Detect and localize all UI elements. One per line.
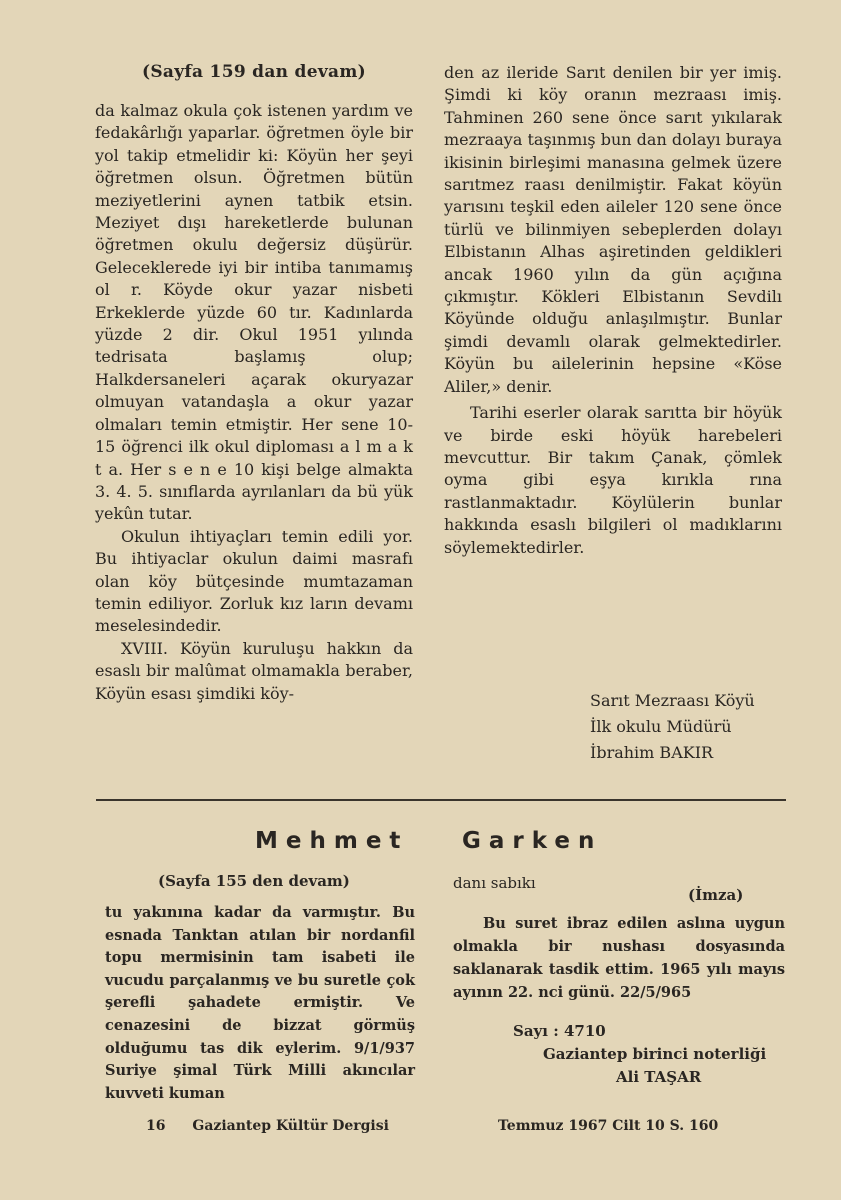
issue-info: Temmuz 1967 Cilt 10 S. 160 xyxy=(498,1118,719,1134)
testimony-paragraph: tu yakınına kadar da varmıştır. Bu esnada Tanktan atılan bir nordanfil topu mermisinin tam isabeti ile vucudu parçalanmış ve bu suretle çok şerefli şahadete ermiştir. Ve cenazesini de bizzat görmüş olduğumu tas dik eylerim. 9/1/937 Suriye şimal Türk Milli akıncılar kuvveti kuman xyxy=(105,904,415,1102)
certification-text: Bu suret ibraz edilen aslına uygun olmakla bir nushası dosyasında saklanarak tasdik ettim. 1965 yılı mayıs ayının 22. nci günü. 22/5/965 xyxy=(453,915,785,1001)
footer-left xyxy=(146,1118,389,1134)
continuation-heading-2: (Sayfa 155 den devam) xyxy=(158,872,350,890)
document-number: Sayı : 4710 xyxy=(513,1022,606,1040)
paragraph-2: Okulun ihtiyaçları temin edili yor. Bu ihtiyaclar okulun daimi masrafı olan köy bütçesinde mumtazaman temin ediliyor. Zorluk kız ların devamı meselesindedir. xyxy=(95,526,413,636)
author-signature xyxy=(590,688,790,766)
article-paragraph xyxy=(444,62,782,559)
section-divider xyxy=(96,799,786,801)
signature-line-2: İlk okulu Müdürü xyxy=(590,717,732,736)
paragraph-5: Tarihi eserler olarak sarıtta bir höyük ve birde eski höyük harebeleri mevcuttur. Bir takım Çanak, çömlek oyma gibi eşya kırıkla rına rastlanmaktadır. Köylülerin bunlar hakkında esaslı bilgileri ol madıklarını söylemektedirler. xyxy=(444,403,782,557)
left-column-top xyxy=(95,62,413,705)
notary-name: Ali TAŞAR xyxy=(616,1068,702,1086)
article-paragraph xyxy=(95,100,413,705)
notary-certification xyxy=(453,912,785,1004)
continuation-heading: (Sayfa 159 dan devam) xyxy=(142,62,366,82)
article-title-last: Garken xyxy=(462,828,603,854)
notary-office: Gaziantep birinci noterliği xyxy=(543,1045,767,1063)
paragraph-3: XVIII. Köyün kuruluşu hakkın da esaslı bir malûmat olmamakla beraber, Köyün esası şimdiki köy- xyxy=(95,638,413,703)
signature-line-3: İbrahim BAKIR xyxy=(590,743,714,762)
left-column-bottom xyxy=(105,902,415,1105)
imza-label: (İmza) xyxy=(688,886,744,904)
paragraph-4: den az ileride Sarıt denilen bir yer imiş. Şimdi ki köy oranın mezraası imiş. Tahminen 260 sene önce sarıt yıkılarak mezraaya taşınmış bun dan dolayı buraya ikisinin birleşimi manasına gelmek üzere sarıtmez raası denilmiştir. Fakat köyün yarısını teşkil eden aileler 120 sene önce türlü ve bilinmiyen sebeplerden dolayı Elbistanın Alhas aşiretinden geldikleri ancak 1960 yılın da gün açığına çıkmıştır. Kökleri Elbistanın Sevdilı Köyünde olduğu anlaşılmıştır. Bunlar şimdi devamlı olarak gelmektedirler. Köyün bu ailelerinin hepsine «Köse Aliler,» denir. xyxy=(444,63,782,396)
paragraph-1: da kalmaz okula çok istenen yardım ve fedakârlığı yaparlar. öğretmen öyle bir yol takip etmelidir ki: Köyün her şeyi öğretmen olsun. Öğretmen bütün meziyetlerini aynen tatbik etsin. Meziyet dışı hareketlerde bulunan öğretmen okulu değersiz düşürür. Geleceklerede iyi bir intiba tanımamış ol r. Köyde okur yazar nisbeti Erkeklerde yüzde 60 tır. Kadınlarda yüzde 2 dir. Okul 1951 yılında tedrisata başlamış olup; Halkdersaneleri açarak okuryazar olmuyan vatandaşla a okur yazar olmaları temin etmiştir. Her sene 10-15 öğrenci ilk okul diploması a l m a k t a. Her s e n e 10 kişi belge almakta 3. 4. 5. sınıflarda ayrılanları da bü yük yekûn tutar. xyxy=(95,101,413,524)
article-title-first: Mehmet xyxy=(255,828,409,854)
signature-line-1: Sarıt Mezraası Köyü xyxy=(590,691,755,710)
dani-sabiki: danı sabıkı xyxy=(453,874,536,892)
magazine-name: Gaziantep Kültür Dergisi xyxy=(192,1118,389,1134)
right-column-top xyxy=(444,62,782,559)
page-number: 16 xyxy=(146,1118,166,1134)
